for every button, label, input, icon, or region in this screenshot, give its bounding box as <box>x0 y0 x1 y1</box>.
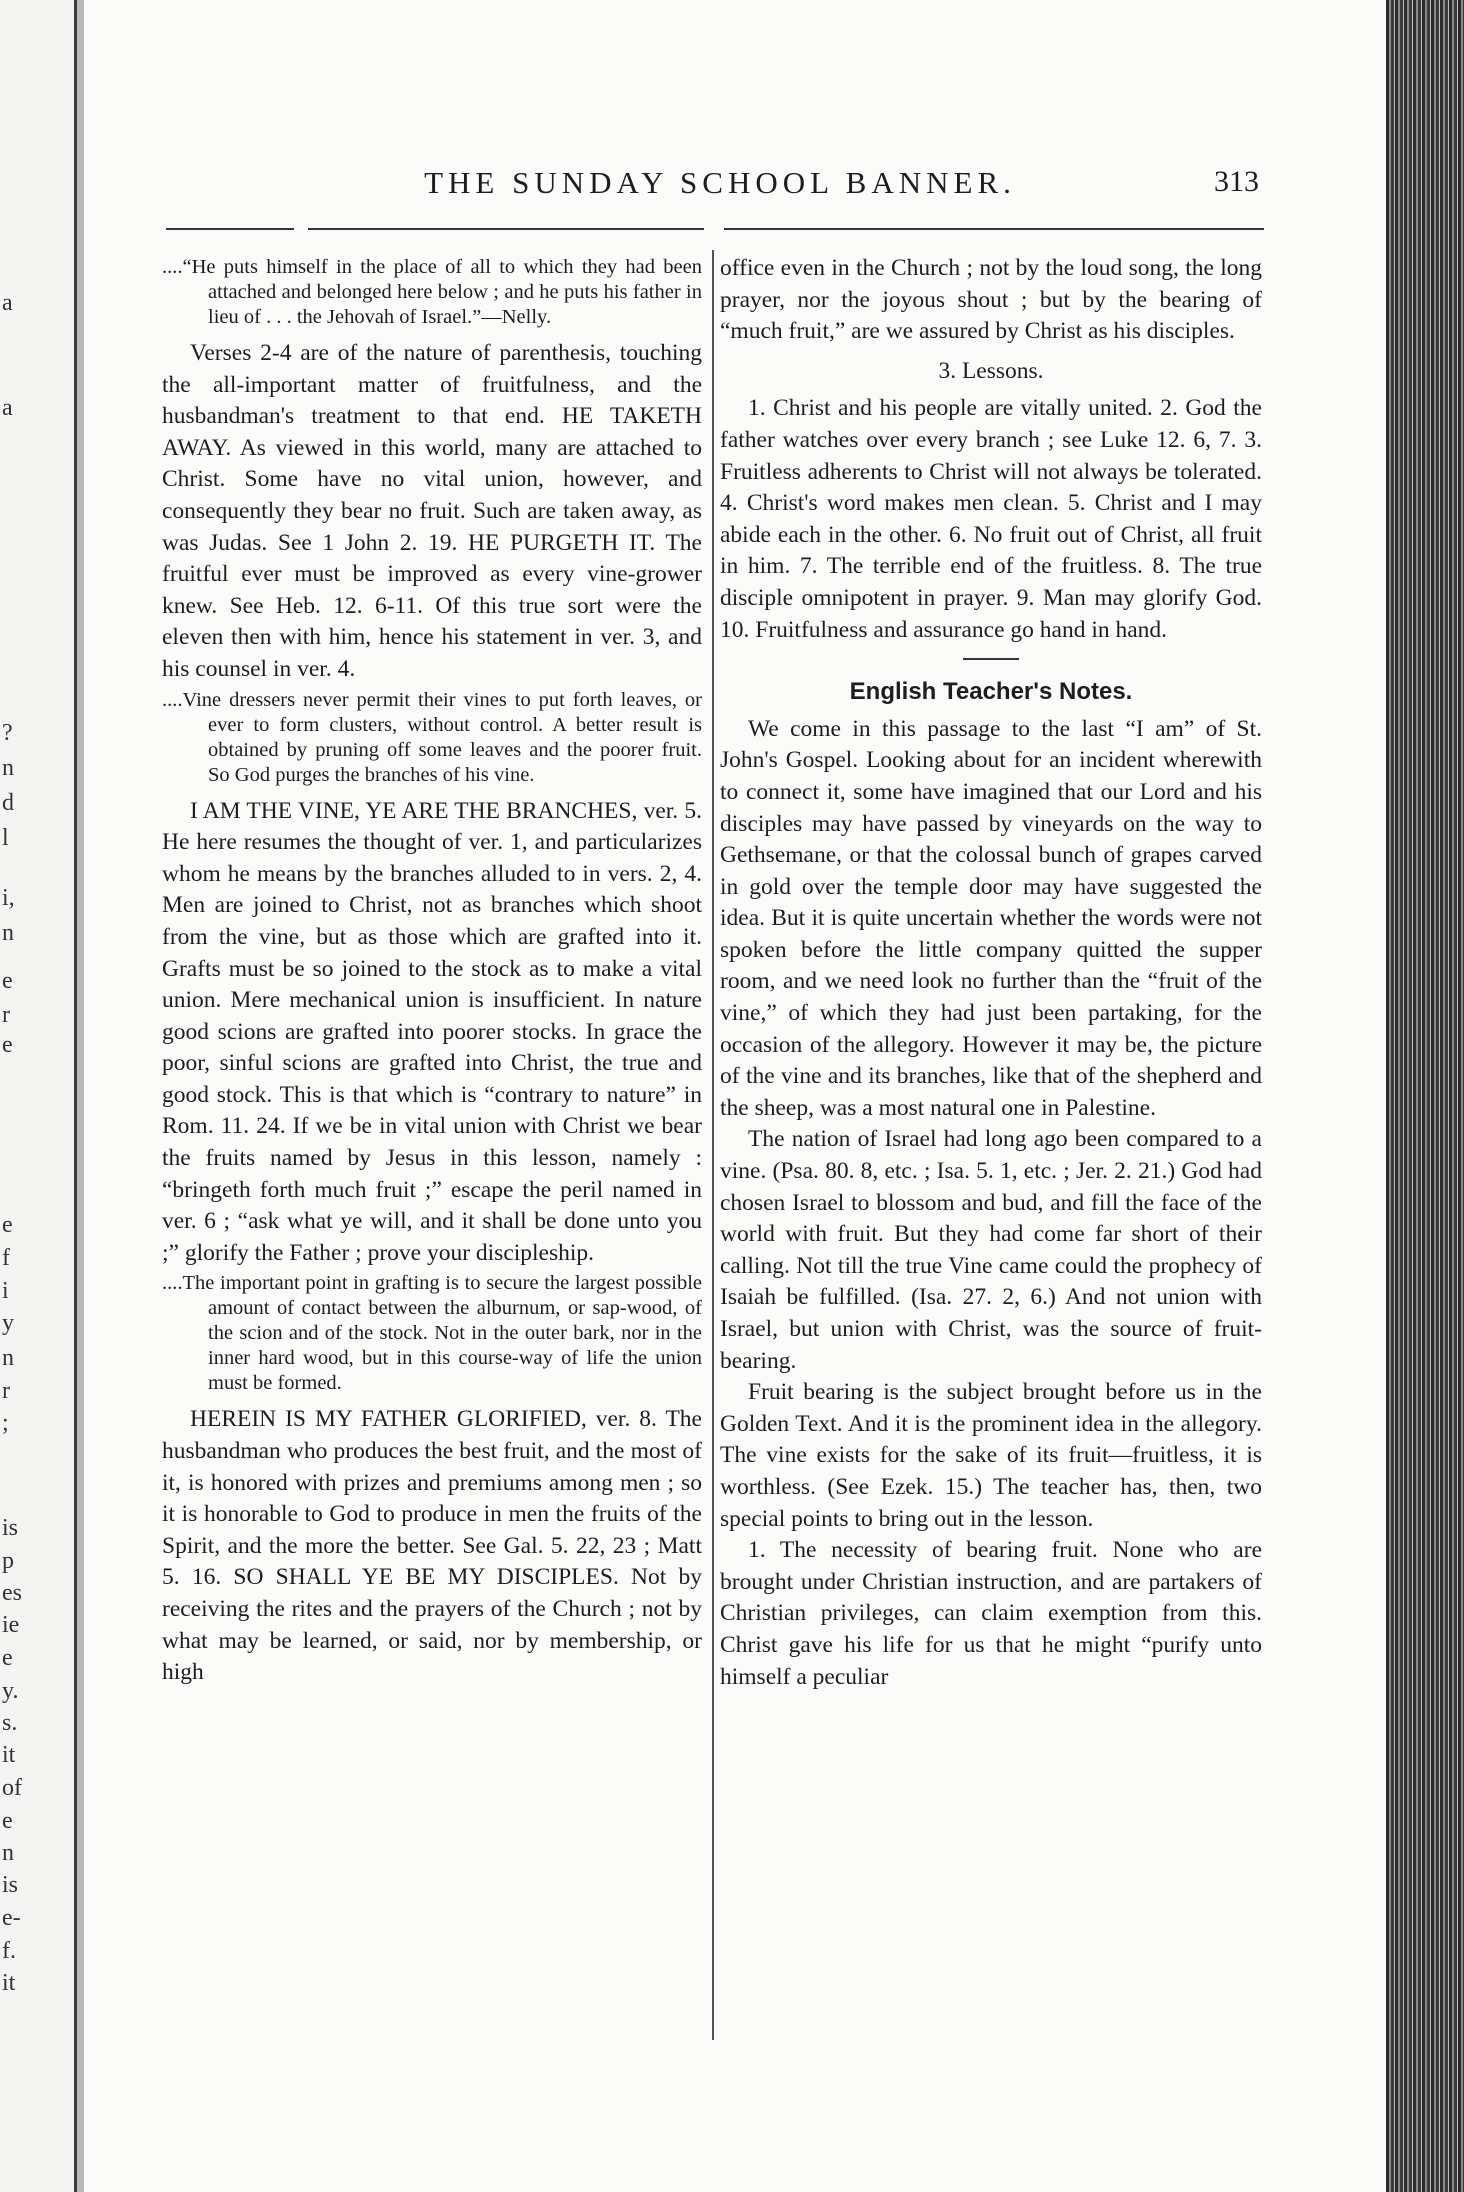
page-number: 313 <box>1214 165 1259 198</box>
margin-fragment: a <box>2 290 13 316</box>
body-paragraph: I AM THE VINE, YE ARE THE BRANCHES, ver. 5. He here resumes the thought of ver. 1, and particularizes whom he means by the branches alluded to in vers. 2, 4. Men are joined to Christ, not as branches which shoot from the vine, but as those which are grafted into it. Grafts must be so joined to the stock as to make a vital union. Mere mechanical union is insufficient. In nature good scions are grafted into poorer stocks. In grace the poor, sinful scions are grafted into Christ, the true and good stock. This is that which is “contrary to nature” in Rom. 11. 24. If we be in vital union with Christ we bear the fruits named by Jesus in this lesson, namely : “bringeth forth much fruit ;” escape the peril named in ver. 6 ; “ask what ye will, and it shall be done unto you ;” glorify the Father ; prove your discipleship. <box>162 797 702 1266</box>
body-paragraph: 1. Christ and his people are vitally united. 2. God the father watches over every branch ; see Luke 12. 6, 7. 3. Fruitless adherents to Christ will not always be tolerated. 4. Christ's word makes men clean. 5. Christ and I may abide each in the other. 6. No fruit out of Christ, all fruit in him. 7. The terrible end of the fruitless. 8. The true disciple omnipotent in prayer. 9. Man may glorify God. 10. Fruitfulness and assurance go hand in hand. <box>720 395 1262 643</box>
margin-fragment: i, <box>2 885 15 911</box>
left-column <box>162 253 702 1689</box>
column-separator <box>712 250 714 2040</box>
body-paragraph: The nation of Israel had long ago been compared to a vine. (Psa. 80. 8, etc. ; Isa. 5. 1, etc. ; Jer. 2. 21.) God had chosen Israel to blossom and bud, and fill the face of the world with fruit. But they had come far short of their calling. Not till the true Vine came could the prophecy of Isaiah be fulfilled. (Isa. 27. 2, 6.) And not union with Israel, but union with Christ, was the source of fruit-bearing. <box>720 1126 1262 1374</box>
margin-fragment: e <box>2 1032 13 1058</box>
margin-fragment: r <box>2 1002 10 1028</box>
body-paragraph: Fruit bearing is the subject brought before us in the Golden Text. And it is the prominent idea in the allegory. The vine exists for the sake of its fruit—fruitless, it is worthless. (See Ezek. 15.) The teacher has, then, two special points to bring out in the lesson. <box>720 1379 1262 1532</box>
margin-fragment: s. <box>2 1710 18 1736</box>
margin-fragment: ; <box>2 1410 9 1436</box>
section-divider <box>963 658 1019 660</box>
margin-fragment: e <box>2 1645 13 1671</box>
english-notes-heading: English Teacher's Notes. <box>849 678 1133 706</box>
right-column <box>720 253 1262 1693</box>
margin-fragment: p <box>2 1548 14 1574</box>
margin-fragment: n <box>2 920 14 946</box>
margin-fragment: it <box>2 1742 16 1768</box>
body-paragraph: 1. The necessity of bearing fruit. None who are brought under Christian instruction, and are partakers of Christian privileges, can claim exemption from this. Christ gave his life for us that he might “purify unto himself a peculiar <box>720 1537 1262 1690</box>
margin-fragment: r <box>2 1378 10 1404</box>
header-rule-mid <box>308 228 704 230</box>
body-paragraph: We come in this passage to the last “I am” of St. John's Gospel. Looking about for an incident wherewith to connect it, some have imagined that our Lord and his disciples may have passed by vineyards on the way to Gethsemane, or that the colossal bunch of grapes carved in gold over the temple door may have suggested the idea. But it is quite uncertain whether the words were not spoken before the little company quitted the supper room, and we need look no further than the “fruit of the vine,” of which they had just been partaking, for the occasion of the allegory. However it may be, the picture of the vine and its branches, like that of the shepherd and the sheep, was a most natural one in Palestine. <box>720 715 1262 1121</box>
margin-fragment: es <box>2 1580 22 1606</box>
commentary-note: ....Vine dressers never permit their vines to put forth leaves, or ever to form clusters, without control. A better result is obtained by pruning off some leaves and the poorer fruit. So God purges the branches of his vine. <box>162 688 702 786</box>
margin-fragment: n <box>2 1345 14 1371</box>
header-rule-left <box>166 228 294 230</box>
previous-page-edge <box>0 0 77 2192</box>
margin-fragment: is <box>2 1515 19 1541</box>
body-paragraph: HEREIN IS MY FATHER GLORIFIED, ver. 8. The husbandman who produces the best fruit, and the most of it, is honored with prizes and premiums among men ; so it is honorable to God to produce in men the fruits of the Spirit, and the more the better. See Gal. 5. 22, 23 ; Matt 5. 16. SO SHALL YE BE MY DISCIPLES. Not by receiving the rites and the prayers of the Church ; not by what may be learned, or said, nor by membership, or high <box>162 1406 702 1686</box>
margin-fragment: y. <box>2 1678 19 1704</box>
margin-fragment: it <box>2 1970 16 1996</box>
margin-fragment: f. <box>2 1938 16 1964</box>
margin-fragment: e <box>2 1212 13 1238</box>
book-binding <box>1386 0 1464 2192</box>
header-rule-right <box>724 228 1264 230</box>
margin-fragment: e <box>2 968 13 994</box>
margin-fragment: a <box>2 395 13 421</box>
margin-fragment: ie <box>2 1612 20 1638</box>
margin-fragment: d <box>2 790 14 816</box>
margin-fragment: f <box>2 1245 10 1271</box>
margin-fragment: ? <box>2 720 13 746</box>
margin-fragment: y <box>2 1310 14 1336</box>
body-paragraph: Verses 2-4 are of the nature of parenthesis, touching the all-important matter of fruitfulness, and the husbandman's treatment to that end. HE TAKETH AWAY. As viewed in this world, many are attached to Christ. Some have no vital union, however, and consequently they bear no fruit. Such are taken away, as was Judas. See 1 John 2. 19. HE PURGETH IT. The fruitful ever must be improved as every vine-grower knew. See Heb. 12. 6-11. Of this true sort were the eleven then with him, hence his statement in ver. 3, and his counsel in ver. 4. <box>162 340 702 682</box>
margin-fragment: e- <box>2 1905 21 1931</box>
margin-fragment: e <box>2 1808 13 1834</box>
body-paragraph: office even in the Church ; not by the loud song, the long prayer, nor the joyous shout ; but by the bearing of “much fruit,” are we assured by Christ as his disciples. <box>720 255 1262 345</box>
margin-fragment: n <box>2 1840 14 1866</box>
margin-fragment: n <box>2 755 14 781</box>
commentary-note: ....The important point in grafting is to secure the largest possible amount of contact between the alburnum, or sap-wood, of the scion and of the stock. Not in the outer bark, nor in the inner hard wood, but in this course-way of life the union must be formed. <box>162 1272 702 1395</box>
margin-fragment: of <box>2 1775 22 1801</box>
margin-fragment: is <box>2 1872 19 1898</box>
lessons-heading: 3. Lessons. <box>938 357 1044 384</box>
running-header-title: THE SUNDAY SCHOOL BANNER. <box>424 165 1016 200</box>
margin-fragment: i <box>2 1278 9 1304</box>
commentary-note: ....“He puts himself in the place of all to which they had been attached and belonged here below ; and he puts his father in lieu of . . . the Jehovah of Israel.”—Nelly. <box>162 256 702 328</box>
margin-fragment: l <box>2 825 9 851</box>
